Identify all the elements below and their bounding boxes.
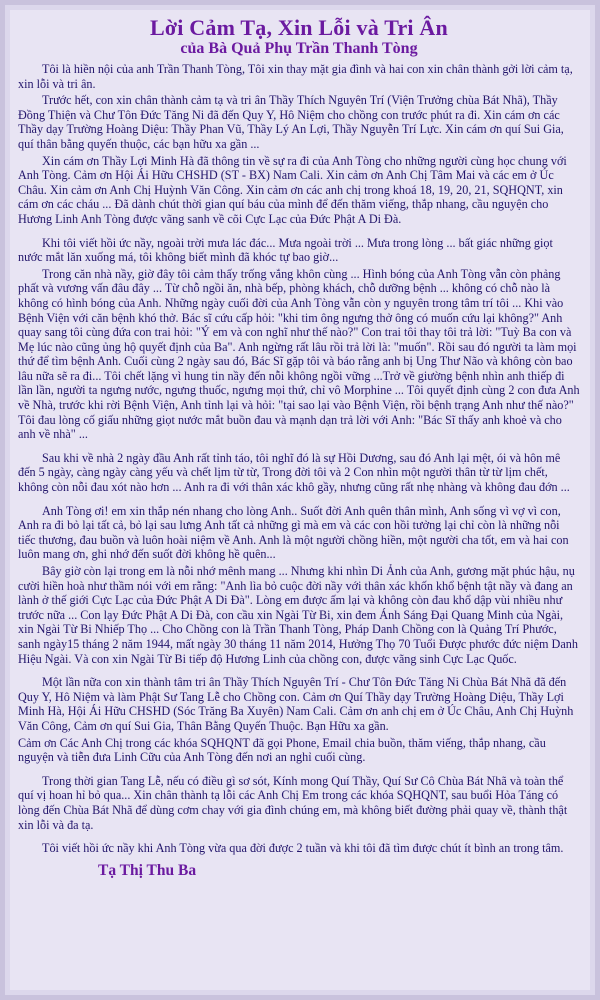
paragraph-thanks-monks: Trước hết, con xin chân thành cảm tạ và tri ân Thầy Thích Nguyên Trí (Viện Trưởng chùa Bát Nhã), Thầy Đồng Thiện và Chư Tôn Đức Tăng Ni đã đến Quy Y, Hô Niệm cho chồng con trước phút ra đi. Xin cám ơn các Thầy dạy Trường Hoàng Diệu: Thầy Phan Vũ, Thầy Lý An Lợi, Thầy Nguyễn Trí Lực. Xin cám ơn quí Sui Gia, quí thân bằng quyến thuộc, các bạn hữu xa gần ... bbox=[18, 93, 564, 151]
letter-subtitle: của Bà Quả Phụ Trần Thanh Tòng bbox=[180, 40, 418, 57]
paragraph-gratitude-classmates: Cảm ơn Các Anh Chị trong các khóa SQHQNT đã gọi Phone, Email chia buồn, thăm viếng, thắp nhang, cầu nguyện và tiễn đưa Linh Cữu của Anh Tòng đến nơi an nghỉ cuối cùng. bbox=[18, 735, 546, 765]
letter-body bbox=[10, 10, 590, 990]
paragraph-intro: Tôi là hiền nội của anh Trần Thanh Tòng, Tôi xin thay mặt gia đình và hai con xin chân thành gởi lời cảm tạ, xin lỗi và tri ân. bbox=[18, 62, 573, 91]
paragraph-closing: Tôi viết hồi ức nầy khi Anh Tòng vừa qua đời được 2 tuần và khi tôi đã tìm được chút ít bình an trong tâm. bbox=[42, 841, 564, 856]
paragraph-tribute: Anh Tòng ơi! em xin thắp nén nhang cho lòng Anh.. Suốt đời Anh quên thân mình, Anh sống vì vợ vì con, Anh ra đi bỏ lại tất cả, bỏ lại sau lưng Anh tất cả những gì mà em và các con hồi tưởng lại chỉ còn là những nỗi tiếc thương, đau buồn và luôn hoài niệm về Anh. Anh là một người chồng hiền, một người cha tốt, em và hai con luôn mang ơn, ghi nhớ đến suốt đời không hề quên... bbox=[18, 503, 569, 562]
paragraph-rain: Khi tôi viết hồi ức nầy, ngoài trời mưa lác đác... Mưa ngoài trời ... Mưa trong lòng ... bất giác những giọt nước mắt lăn xuống má, tôi không biết mình đã khóc tự bao giờ... bbox=[18, 235, 553, 265]
letter-title: Lời Cảm Tạ, Xin Lỗi và Tri Ân bbox=[150, 15, 448, 40]
paragraph-thanks-friends: Xin cám ơn Thầy Lợi Minh Hà đã thông tin về sự ra đi của Anh Tòng cho những người cùng học chung với Anh Tòng. Cảm ơn Hội Ái Hữu CHSHD (ST - BX) Nam Cali. Xin cảm ơn Anh Chị Tâm Mai và các em ở Úc Châu. Xin cảm ơn Anh Chị Huỳnh Văn Công. Xin cảm ơn các anh chị trong khoá 18, 19, 20, 21, SQHQNT, xin cám ơn các cháu ... Đã dành chút thời gian quí báu của mình để đến thăm viếng, thắp nhang, cầu nguyện cho Hương Linh Anh Tòng được vãng sanh về cõi Cực Lạc của Đức Phật A Di Đà. bbox=[18, 153, 567, 226]
paragraph-hospital: Trong căn nhà nầy, giờ đây tôi cảm thấy trống vắng khôn cùng ... Hình bóng của Anh Tòng vẫn còn phảng phất và vương vấn đâu đây ... Từ chỗ ngồi ăn, nhà bếp, phòng khách, chỗ dưỡng bệnh ... không có chỗ nào là không có hình bóng của Anh. Những ngày cuối đời của Anh Tòng vẫn còn y nguyên trong tâm trí tôi ... Khi vào Bệnh Viện với căn bệnh khó thở. Bác sĩ cứu cấp hỏi: "khi tim ông ngưng thở ông có muốn cứu lại không?" Anh quay sang tôi cùng đứa con trai hỏi: "Ý em và con nghĩ như thế nào?" Con trai tôi thay tôi trả lời: "Tuỳ Ba con và Mẹ lúc nào cũng ủng hộ quyết định của Ba". Anh ngừng rất lâu rồi trả lời là: "muốn". Rồi sau đó người ta làm mọi thứ để tìm bệnh Anh. Cuối cùng 2 ngày sau đó, Bác Sĩ gặp tôi và báo rằng anh bị Ung Thư Não và không còn bao lâu nữa sẽ ra đi... Tôi chết lặng vì hung tin nầy đến nỗi không ngồi vững ...Trở về giường bệnh nhìn anh thiếp đi lần lần, người ta ngưng nước, ngưng thuốc, ngưng mọi thứ, chỉ vô Morphine ... Tôi quyết định cùng 2 con đưa Anh về Nhà, trước khi rời Bệnh Viện, Anh tỉnh lại và hỏi: "tại sao lại vào Bệnh Viện, rồi bệnh trạng Anh như thế nào?" Tôi đau lòng cố giấu những giọt nước mắt buồn đau và mạnh dạn trả lời với Anh: "Bác Sĩ thấy anh khoẻ và cho anh về nhà" ... bbox=[18, 266, 580, 442]
paragraph-final-days: Sau khi về nhà 2 ngày đầu Anh rất tỉnh táo, tôi nghĩ đó là sự Hồi Dương, sau đó Anh lại mệt, ói và hôn mê đến 5 ngày, càng ngày càng yếu và chết lịm từ từ, Trong đời tôi và 2 Con nhìn một người thân từ từ lịm chết, không còn nỗi đau xót nào hơn ... Anh ra đi với thân xác khô gầy, nhưng cũng rất nhẹ nhàng và không đau đớn ... bbox=[18, 450, 570, 495]
paragraph-apology: Trong thời gian Tang Lễ, nếu có điều gì sơ sót, Kính mong Quí Thầy, Quí Sư Cô Chùa Bát Nhã và toàn thể quí vị hoan hỉ bỏ qua... Xin chân thành tạ lỗi các Anh Chị Em trong các khóa SQHQNT, sau buổi Hỏa Táng có lòng đến Chùa Bát Nhã để dùng cơm chay với gia đình chúng em, mà không biết đường phải quay về, thành thật xin lỗi và đa tạ. bbox=[18, 773, 568, 832]
paragraph-gratitude: Một lần nữa con xin thành tâm tri ân Thầy Thích Nguyên Trí - Chư Tôn Đức Tăng Ni Chùa Bát Nhã đã đến Quy Y, Hô Niệm và làm Phật Sư Tang Lễ cho Chồng con. Cảm ơn Quí Thầy dạy Trường Hoàng Diệu, Thầy Lợi Minh Hà, Hội Ái Hữu CHSHD (Sóc Trăng Ba Xuyên) Nam Cali. Cảm ơn anh chị em ở Úc Châu, Anh Chị Huỳnh Văn Công, Cảm ơn quí Sui Gia, Thân Bằng Quyến Thuộc. Bạn Hữu xa gần. bbox=[18, 675, 574, 733]
signature: Tạ Thị Thu Ba bbox=[98, 861, 197, 879]
paragraph-prayer: Bây giờ còn lại trong em là nỗi nhớ mênh mang ... Nhưng khi nhìn Di Ảnh của Anh, gương mặt phúc hậu, nụ cười hiền hoà như thầm nói với em rằng: "Anh lìa bỏ cuộc đời nầy với thân xác khốn khổ bệnh tật nầy và đang an lành ở thế giới Cực Lạc của Đức Phật A Di Đà". Lòng em được ấm lại và không còn đau khổ dập vùi nhiều như trước nữa ... Con lạy Đức Phật A Di Đà, con cầu xin Ngài Từ Bi, xin đem Ánh Sáng Đại Quang Minh của Ngài, xin Ngài Từ Bi Nhiếp Thọ ... Cho Chồng con là Trần Thanh Tòng, Pháp Danh Chồng con là Quảng Trí Phước, sanh ngày15 tháng 2 năm 1944, mất ngày 30 tháng 11 năm 2014, Hưởng Thọ 70 Tuổi Được phước đức niệm Danh Hiệu Ngài. Và con xin Ngài Từ Bi tiếp độ Hương Linh của chồng con, được vãng sinh Cực Lạc Quốc. bbox=[18, 564, 578, 666]
